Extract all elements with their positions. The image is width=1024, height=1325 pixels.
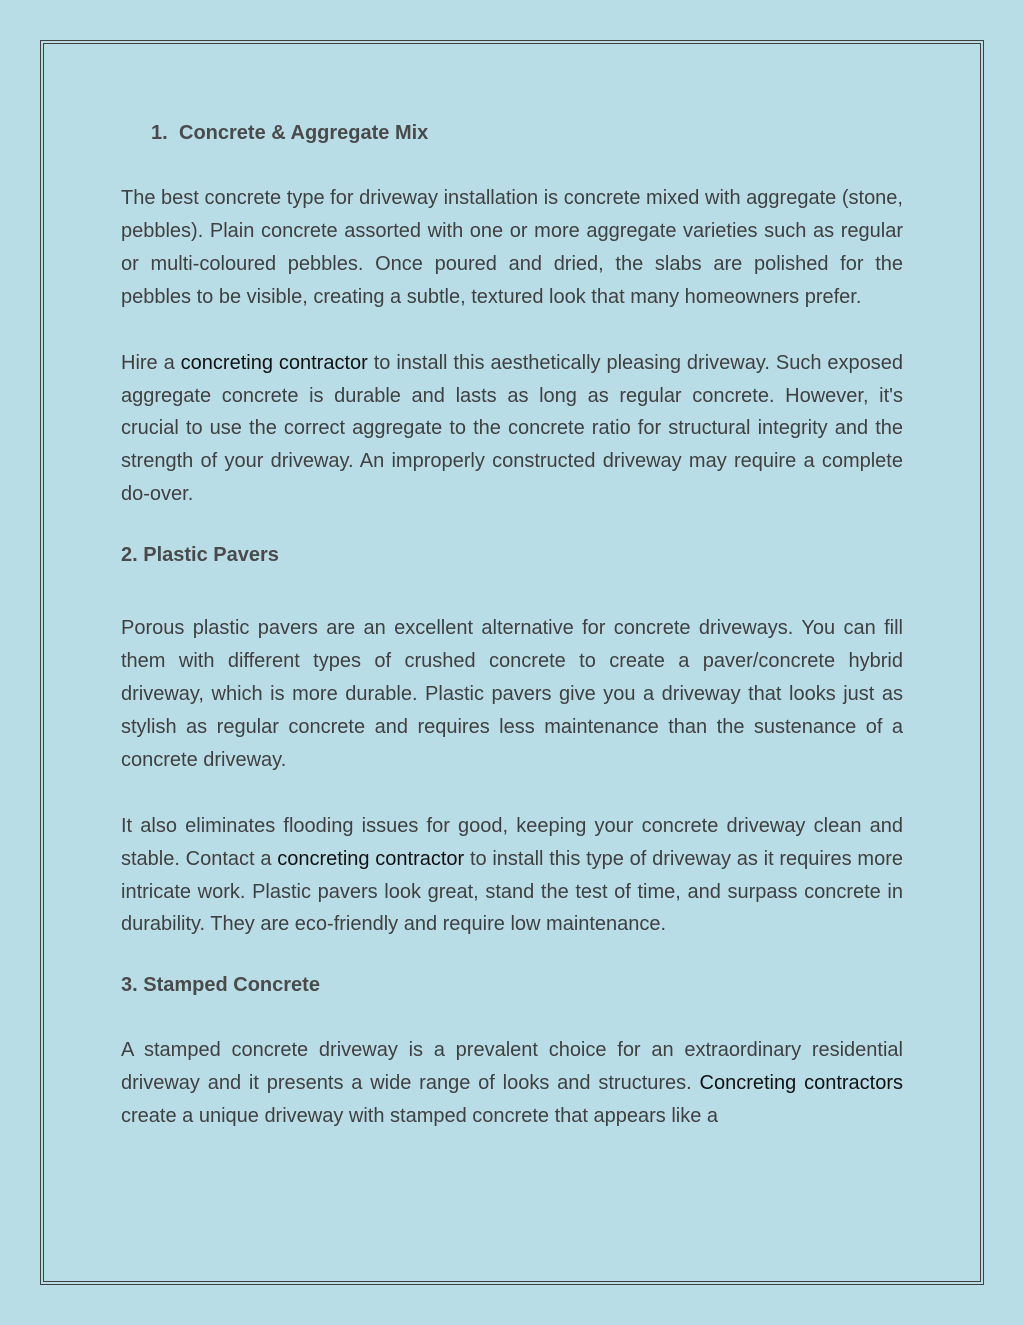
section-1-title: Concrete & Aggregate Mix (179, 122, 429, 144)
section-3-paragraph-1-text-b: create a unique driveway with stamped concrete that appears like a (121, 1105, 719, 1128)
section-2-paragraph-1: Porous plastic pavers are an excellent alternative for concrete driveways. You can fill them with different types of crushed concrete to create a paver/concrete hybrid driveway, which is more durable. Plastic pavers give you a driveway that looks just as stylish as regular concrete and requires less maintenance than the sustenance of a concrete driveway. (121, 617, 903, 771)
section-1-paragraph-2 (121, 347, 903, 512)
section-3-heading: 3. Stamped Concrete (121, 974, 320, 997)
section-2-paragraph-2-text-b: to install this type of driveway as it requires more intricate work. Plastic pavers look great, stand the test of time, and surpass concrete in durability. They are eco-friendly and require low maintenance. (121, 847, 903, 936)
section-1-paragraph-1: The best concrete type for driveway installation is concrete mixed with aggregate (stone, pebbles). Plain concrete assorted with one or more aggregate varieties such as regular or multi-coloured pebbles. Once poured and dried, the slabs are polished for the pebbles to be visible, creating a subtle, textured look that many homeowners prefer. (121, 187, 903, 308)
section-1-heading (121, 117, 903, 150)
section-3-paragraph-1-text-a: A stamped concrete driveway is a prevalent choice for an extraordinary residential driveway and it presents a wide range of looks and structures. (121, 1039, 903, 1095)
concreting-contractor-link[interactable]: concreting contractor (277, 847, 465, 870)
document-body (121, 117, 903, 1166)
section-2-heading: 2. Plastic Pavers (121, 544, 279, 567)
concreting-contractors-link[interactable]: Concreting contractors (699, 1072, 903, 1095)
section-1-paragraph-2-text-a: Hire a (121, 351, 181, 374)
section-1-paragraph-2-text-b: to install this aesthetically pleasing driveway. Such exposed aggregate concrete is durable and lasts as long as regular concrete. However, it's crucial to use the correct aggregate to the concrete ratio for structural integrity and the strength of your driveway. An improperly constructed driveway may require a complete do-over. (121, 351, 903, 506)
section-2-paragraph-2-text-a: It also eliminates flooding issues for good, keeping your concrete driveway clean and stable. Contact a (121, 814, 903, 870)
section-3-paragraph-1 (121, 1034, 903, 1133)
section-2-paragraph-2 (121, 810, 903, 942)
section-1-number: 1. (151, 122, 168, 144)
concreting-contractor-link[interactable]: concreting contractor (180, 351, 368, 374)
